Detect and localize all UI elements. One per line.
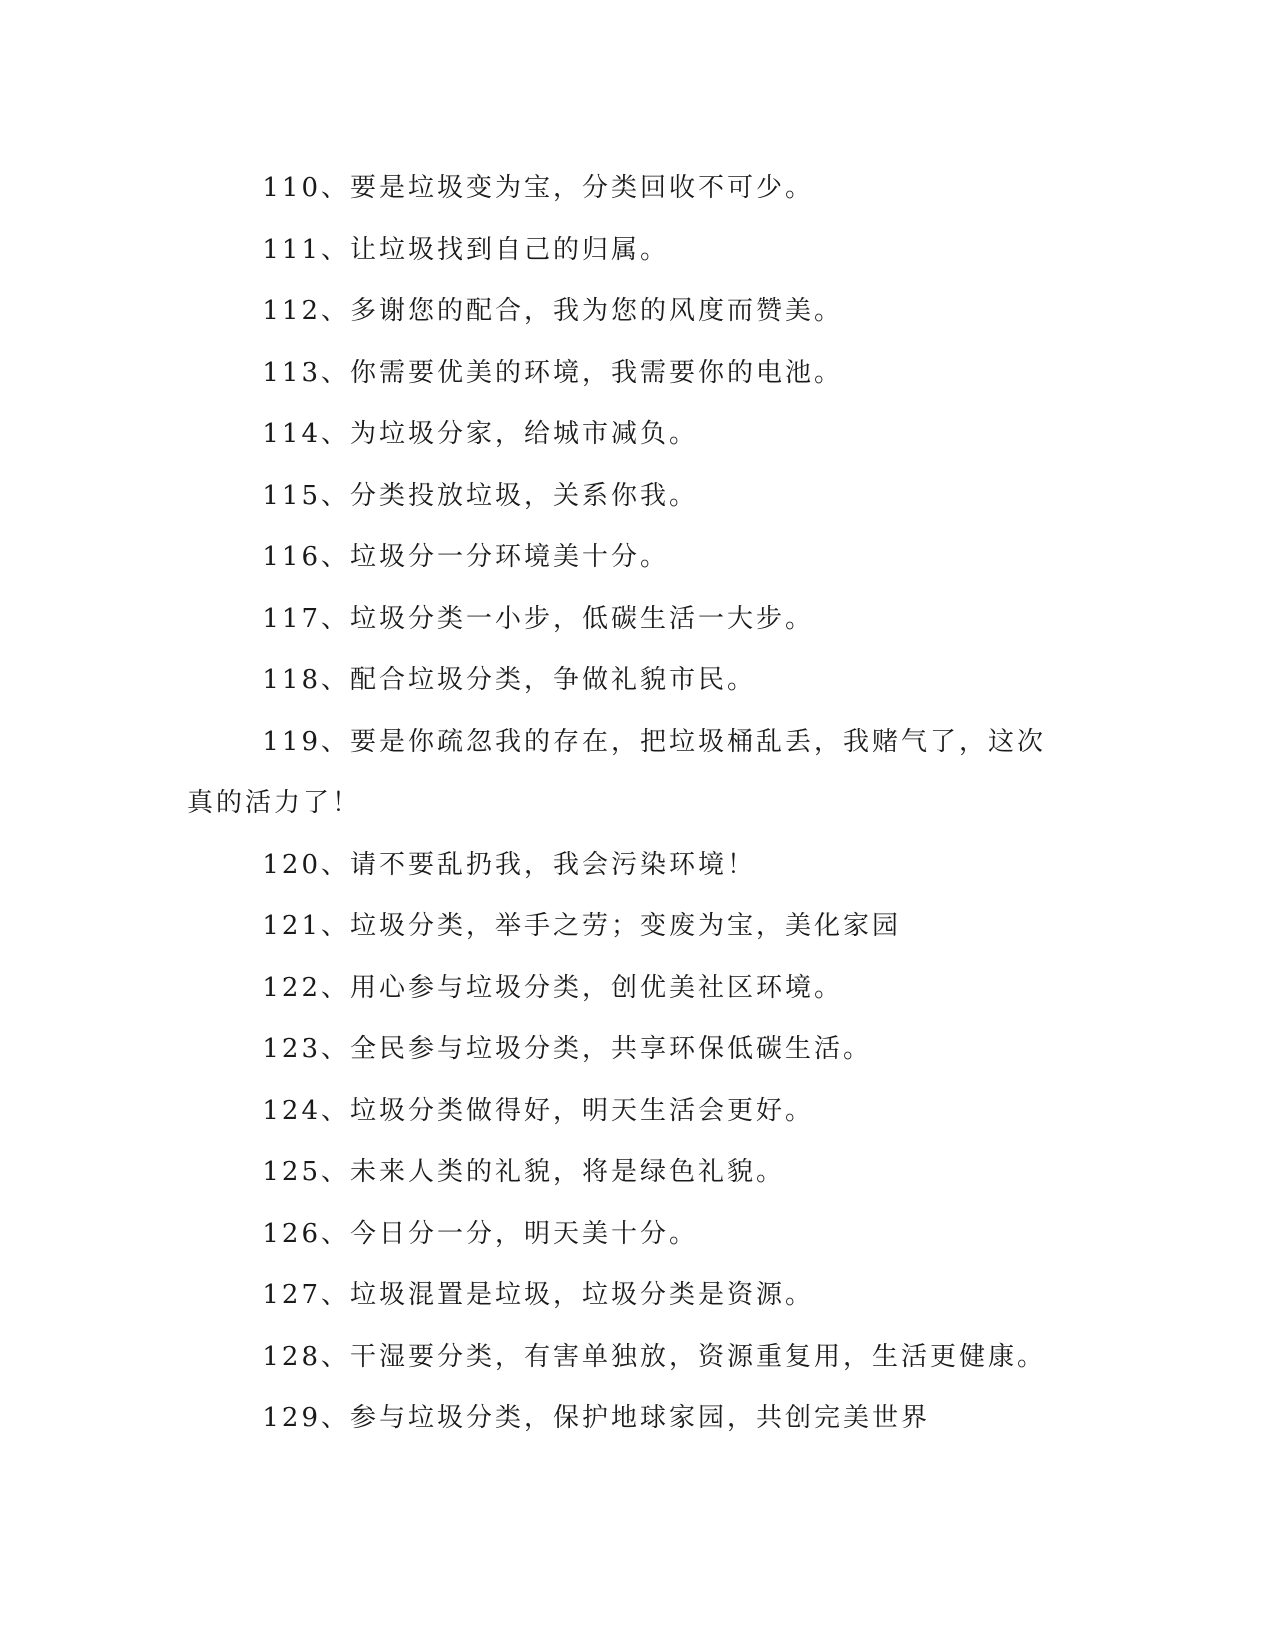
paragraph-113: 113、你需要优美的环境，我需要你的电池。 [262,357,844,388]
paragraph-115: 115、分类投放垃圾，关系你我。 [262,480,699,511]
paragraph-124: 124、垃圾分类做得好，明天生活会更好。 [262,1095,815,1126]
paragraph-114: 114、为垃圾分家，给城市减负。 [262,419,699,449]
paragraph-127: 127、垃圾混置是垃圾，垃圾分类是资源。 [262,1280,815,1310]
paragraph-120: 120、请不要乱扔我，我会污染环境！ [262,849,757,880]
paragraph-110: 110、要是垃圾变为宝，分类回收不可少。 [262,173,815,203]
paragraph-117: 117、垃圾分类一小步，低碳生活一大步。 [262,603,815,634]
paragraph-119: 119、要是你疏忽我的存在，把垃圾桶乱丢，我赌气了，这次真的活力了！ [187,726,1047,818]
paragraph-116: 116、垃圾分一分环境美十分。 [262,542,670,572]
paragraph-111: 111、让垃圾找到自己的归属。 [262,234,670,265]
paragraph-118: 118、配合垃圾分类，争做礼貌市民。 [262,665,757,695]
paragraph-122: 122、用心参与垃圾分类，创优美社区环境。 [262,972,844,1003]
paragraph-121: 121、垃圾分类，举手之劳；变废为宝，美化家园 [262,911,902,941]
paragraph-128: 128、干湿要分类，有害单独放，资源重复用，生活更健康。 [262,1341,1047,1372]
document-body [187,158,1067,1450]
paragraph-129: 129、参与垃圾分类，保护地球家园，共创完美世界 [262,1403,931,1433]
paragraph-123: 123、全民参与垃圾分类，共享环保低碳生活。 [262,1034,873,1064]
paragraph-126: 126、今日分一分，明天美十分。 [262,1218,699,1249]
paragraph-125: 125、未来人类的礼貌，将是绿色礼貌。 [262,1157,786,1187]
paragraph-112: 112、多谢您的配合，我为您的风度而赞美。 [262,296,844,326]
